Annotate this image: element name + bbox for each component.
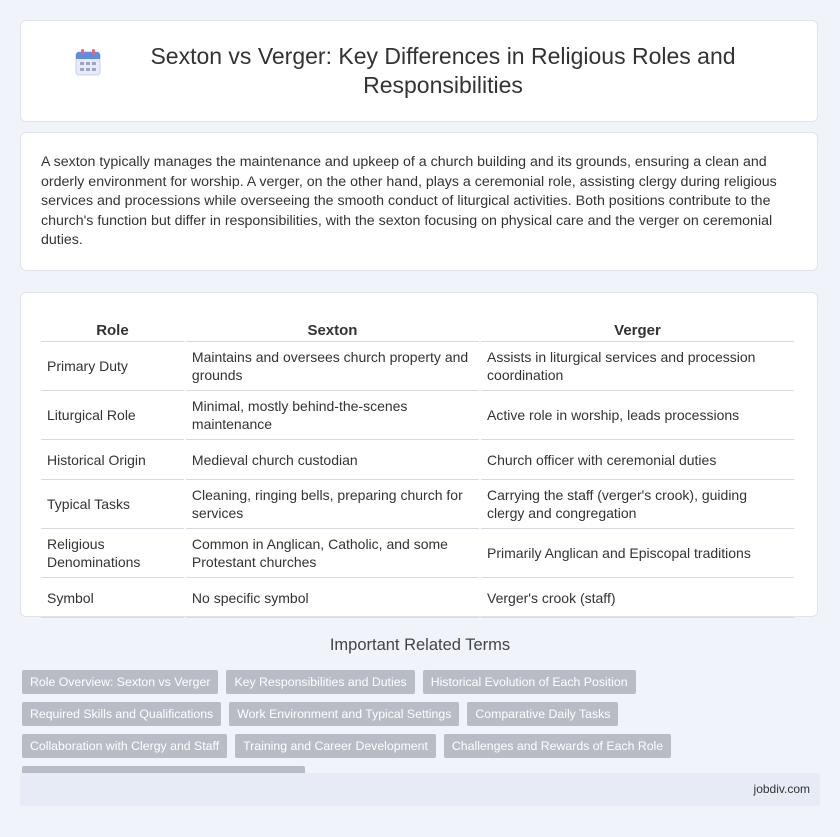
verger-cell: Active role in worship, leads processions — [481, 391, 794, 440]
row-label: Religious Denominations — [41, 529, 184, 578]
row-label: Primary Duty — [41, 342, 184, 391]
page-title: Sexton vs Verger: Key Differences in Religious Roles and Responsibilities — [150, 43, 736, 98]
related-tag[interactable]: Role Overview: Sexton vs Verger — [22, 670, 218, 694]
header-role: Role — [41, 311, 184, 342]
verger-cell: Church officer with ceremonial duties — [481, 440, 794, 480]
related-tag[interactable]: Challenges and Rewards of Each Role — [444, 734, 671, 758]
title-row — [69, 42, 769, 100]
intro-paragraph: A sexton typically manages the maintenance and upkeep of a church building and its grounds, ensuring a clean and orderly environment for worship. A verger, on the other hand, plays a ceremonial role, assisting clergy during religious services and processions while overseeing the smooth conduct of liturgical activities. Both positions contribute to the church's function but differ in responsibilities, with the sexton focusing on physical care and the verger on ceremonial duties. — [41, 154, 777, 249]
related-tag[interactable]: Work Environment and Typical Settings — [229, 702, 459, 726]
comparison-table — [39, 311, 796, 618]
table-row — [41, 529, 794, 578]
verger-cell: Primarily Anglican and Episcopal traditions — [481, 529, 794, 578]
related-tag[interactable]: Required Skills and Qualifications — [22, 702, 221, 726]
table-row — [41, 342, 794, 391]
title-card — [20, 20, 818, 122]
header-verger: Verger — [481, 311, 794, 342]
row-label: Liturgical Role — [41, 391, 184, 440]
verger-cell: Verger's crook (staff) — [481, 578, 794, 618]
related-tag[interactable]: Training and Career Development — [235, 734, 436, 758]
calendar-icon — [75, 48, 101, 76]
sexton-cell: Common in Anglican, Catholic, and some Protestant churches — [186, 529, 479, 578]
related-tag[interactable]: Historical Evolution of Each Position — [423, 670, 636, 694]
table-row — [41, 391, 794, 440]
verger-cell: Carrying the staff (verger's crook), guiding clergy and congregation — [481, 480, 794, 529]
footer-site-link[interactable]: jobdiv.com — [753, 782, 810, 796]
table-row — [41, 480, 794, 529]
row-label: Historical Origin — [41, 440, 184, 480]
row-label: Symbol — [41, 578, 184, 618]
related-tag[interactable]: Collaboration with Clergy and Staff — [22, 734, 227, 758]
verger-cell: Assists in liturgical services and procession coordination — [481, 342, 794, 391]
sexton-cell: Minimal, mostly behind-the-scenes maintenance — [186, 391, 479, 440]
comparison-card — [20, 292, 818, 617]
related-tag[interactable]: Comparative Daily Tasks — [467, 702, 618, 726]
header-sexton: Sexton — [186, 311, 479, 342]
sexton-cell: Medieval church custodian — [186, 440, 479, 480]
sexton-cell: Cleaning, ringing bells, preparing church for services — [186, 480, 479, 529]
table-header-row — [41, 311, 794, 342]
footer — [20, 773, 820, 806]
related-terms-list — [22, 670, 822, 790]
intro-card — [20, 132, 818, 271]
related-tag[interactable]: Key Responsibilities and Duties — [226, 670, 414, 694]
row-label: Typical Tasks — [41, 480, 184, 529]
table-row — [41, 440, 794, 480]
related-terms-title: Important Related Terms — [329, 636, 511, 654]
table-row — [41, 578, 794, 618]
sexton-cell: Maintains and oversees church property and grounds — [186, 342, 479, 391]
sexton-cell: No specific symbol — [186, 578, 479, 618]
